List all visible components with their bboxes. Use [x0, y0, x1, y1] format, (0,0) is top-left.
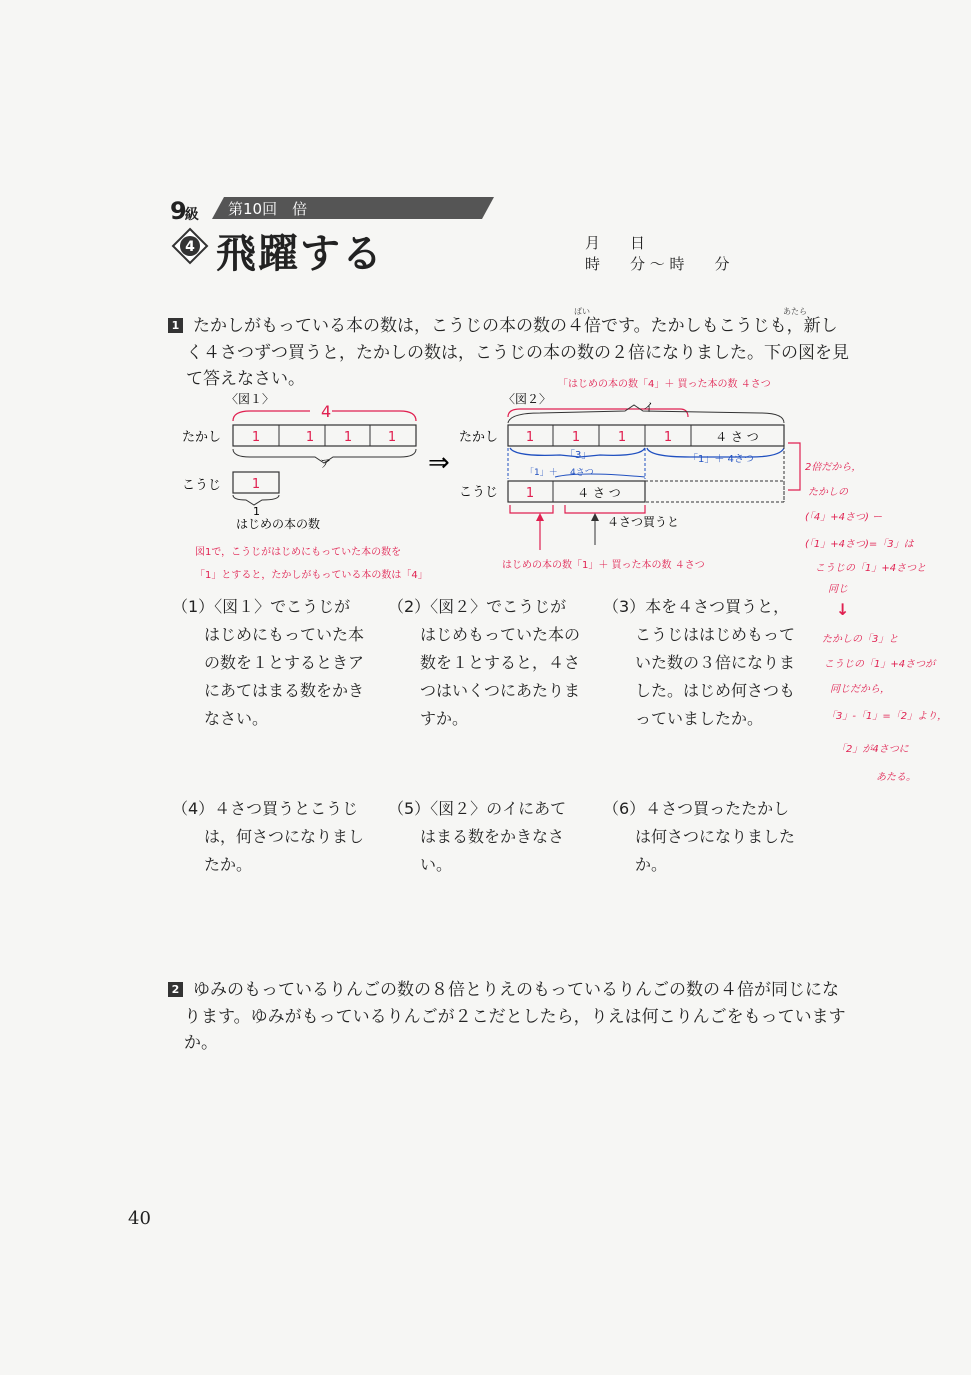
sub-question-1: （1）〈図１〉でこうじが はじめにもっていた本 の数を１とするときア にあてはまる数をかき なさい。: [172, 597, 365, 728]
q2-line-1: [168, 977, 839, 1003]
fig2-row-takashi: たかし: [459, 430, 499, 445]
fig2-red-bottom-right: [565, 505, 645, 513]
lesson-number: 4: [185, 239, 195, 255]
fig2-koji-dashed: [645, 481, 784, 502]
q1-line-2: く４さつずつ買うと，たかしの数は，こうじの本の数の２倍になりました。下の図を見: [186, 343, 849, 363]
page-title: 飛躍する: [216, 230, 384, 277]
lesson-title: 第10回 倍: [228, 200, 308, 218]
fig2-tail: ４ さ つ: [715, 430, 759, 444]
q2-line-2: ります。ゆみがもっているりんごが２こだとしたら，りえは何こりんごをもっています: [184, 1007, 846, 1027]
fig1-label: 〈図１〉: [226, 392, 275, 406]
fig2-koji-cell: 1: [525, 486, 535, 501]
lesson-number-diamond: [172, 228, 208, 264]
right-note-13: あたる。: [876, 772, 916, 783]
fig2-label-i: イ: [643, 401, 654, 414]
fig1-label-one: 1: [253, 505, 260, 518]
q1-mark: 1: [168, 318, 183, 333]
grade-suffix: 級: [184, 207, 199, 223]
fig2-cell-2: 1: [571, 430, 581, 445]
fig1-red-note-2: 「1」とすると，たかしがもっている本の数は「4」: [195, 570, 428, 581]
right-note-7: ↓: [836, 600, 850, 619]
fig1-brace-one: [233, 495, 279, 505]
date-line-1: 月 日: [585, 234, 646, 252]
right-note-3: (「4」+4さつ) ー: [805, 512, 883, 523]
fig2-red-double-bracket: [788, 443, 800, 490]
grade-badge: [170, 197, 199, 225]
fig2-cell-4: 1: [663, 430, 673, 445]
fig2-koji-tail: ４ さ つ: [577, 486, 621, 500]
fig1-red-4: 4: [321, 402, 332, 421]
fig1-cell-1: 1: [251, 430, 261, 445]
ruby-atara: あたら: [783, 307, 807, 316]
q2-mark: 2: [168, 982, 183, 997]
sub-question-6: （6）４さつ買ったたかし は何さつになりました か。: [603, 799, 796, 874]
fig2-top-red-note: 「はじめの本の数「4」＋ 買った本の数 ４さつ: [558, 379, 771, 390]
grade-number: 9: [170, 197, 185, 225]
fig1-row-takashi: たかし: [182, 430, 222, 445]
ruby-bai: ばい: [574, 307, 590, 316]
fig2-row-koji: こうじ: [459, 485, 499, 500]
fig2-caption: ４さつ買うと: [607, 515, 680, 529]
q2-line-3: か。: [184, 1033, 218, 1053]
fig2-cell-3: 1: [617, 430, 627, 445]
q1-line-3: て答えなさい。: [186, 369, 305, 389]
fig2-label: 〈図２〉: [503, 392, 552, 406]
fig1-label-a: ア: [320, 457, 331, 470]
right-note-2: たかしの: [808, 487, 848, 498]
transition-arrow: ⇒: [428, 448, 450, 478]
fig2-blue-three: 「3」: [565, 450, 592, 461]
q2-text-1: ゆみのもっているりんごの数の８倍とりえのもっているりんごの数の４倍が同じにな: [193, 980, 839, 1000]
fig2-cell-1: 1: [525, 430, 535, 445]
fig1-cell-2: 1: [305, 430, 315, 445]
fig2-red-bottom-left: [510, 505, 553, 513]
right-note-8: たかしの「3」と: [822, 634, 899, 645]
page-number: 40: [128, 1208, 151, 1229]
right-note-1: 2倍だから，: [805, 462, 862, 473]
sub-question-5: （5）〈図２〉のイにあて はまる数をかきなさ い。: [388, 799, 567, 874]
right-note-6: 同じ: [828, 584, 848, 595]
fig1-cell-4: 1: [387, 430, 397, 445]
right-note-9: こうじの「1」+4さつが: [824, 659, 936, 670]
right-note-5: こうじの「1」+4さつと: [815, 563, 927, 574]
date-line-2: 時 分 ～ 時 分: [585, 255, 730, 273]
sub-question-3: （3）本を４さつ買うと， こうじははじめもって いた数の３倍になりま した。はじめ何さつも っていましたか。: [603, 597, 796, 728]
q1-line-1: [168, 313, 838, 339]
fig2-blue-one-four: 「1」＋ 4さつ: [688, 454, 754, 465]
fig2-blue-mid-four: 4さつ: [570, 468, 594, 478]
fig1-caption: はじめの本の数: [236, 517, 321, 531]
q1-text-1: たかしがもっている本の数は，こうじの本の数の４倍です。たかしもこうじも，新し: [193, 316, 838, 336]
fig2-blue-small-brace: [555, 474, 645, 477]
right-note-10: 同じだから，: [830, 684, 890, 695]
fig2-bottom-red-note: はじめの本の数「1」＋ 買った本の数 ４さつ: [502, 560, 705, 571]
right-note-11: 「3」-「1」=「2」より，: [826, 711, 948, 722]
sub-question-2: （2）〈図２〉でこうじが はじめもっていた本の 数を１とすると，４さ つはいくつにあたりま すか。: [388, 597, 581, 728]
fig1-row-koji: こうじ: [182, 478, 222, 493]
fig2-blue-mid-one: 「1」＋: [525, 468, 558, 478]
fig1-koji-cell: 1: [251, 477, 261, 492]
sub-question-4: （4）４さつ買うとこうじ は，何さつになりまし たか。: [172, 799, 365, 874]
fig1-cell-3: 1: [343, 430, 353, 445]
right-note-4: (「1」+4さつ)=「3」は: [805, 539, 914, 550]
right-note-12: 「2」が4さつに: [836, 744, 909, 755]
fig1-red-note-1: 図1で，こうじがはじめにもっていた本の数を: [195, 547, 402, 558]
